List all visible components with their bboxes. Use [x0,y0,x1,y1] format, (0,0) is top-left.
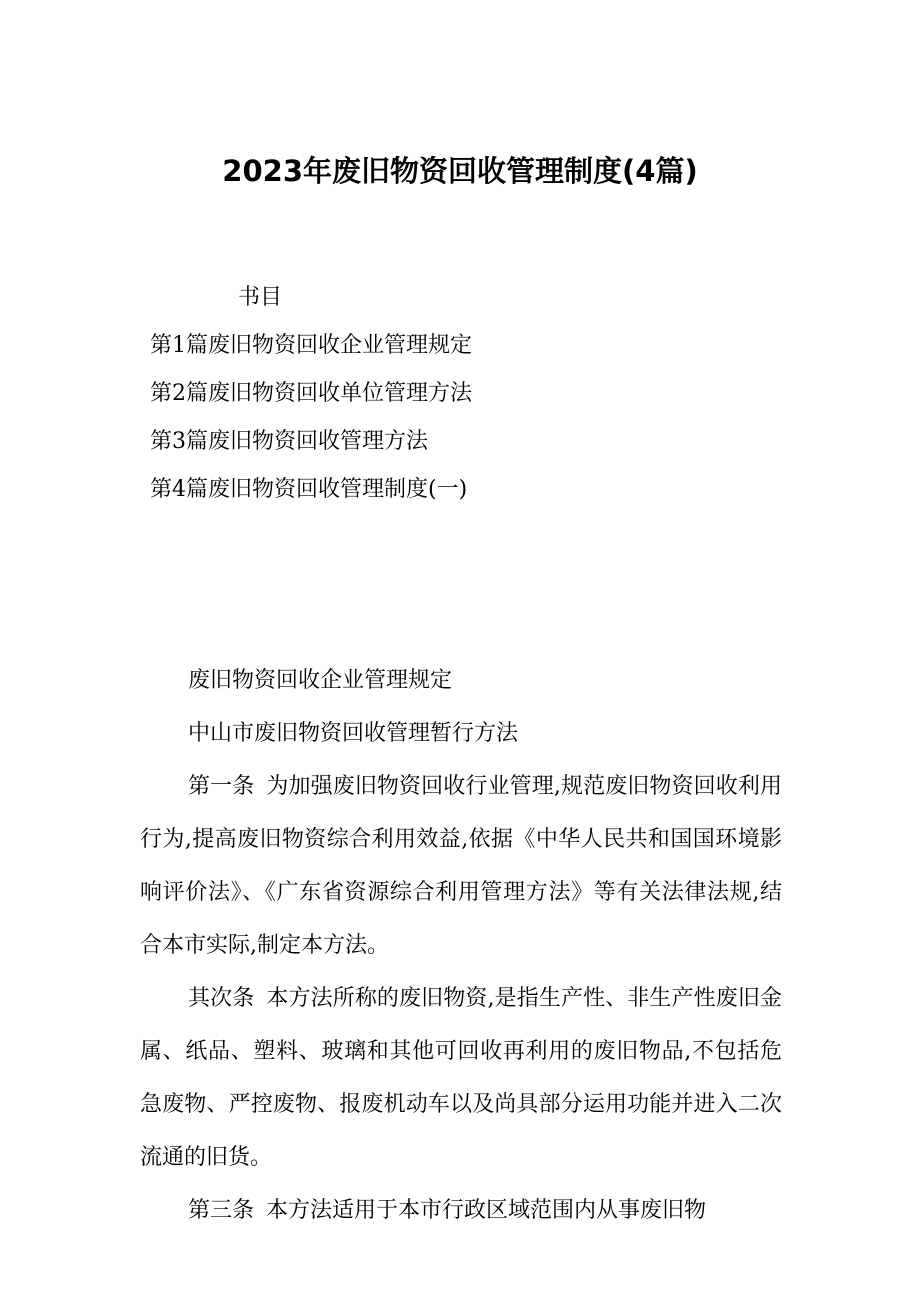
article-2-label: 其次条 [188,986,255,1011]
article-1-label: 第一条 [188,774,255,799]
article-2 [140,972,782,1184]
section-subtitle: 中山市废旧物资回收管理暂行方法 [188,721,519,746]
document-body [140,654,782,1237]
article-1-text: 为加强废旧物资回收行业管理,规范废旧物资回收利用行为,提高废旧物资综合利用效益,依据《中华人民共和国国环境影响评价法》、《广东省资源综合利用管理方法》等有关法律法规,结合本市实际,制定本方法。 [140,774,782,958]
toc-item-3: 第3篇废旧物资回收管理方法 [150,429,428,454]
article-3 [140,1184,782,1237]
article-3-text: 本方法适用于本市行政区域范围内从事废旧物 [266,1198,707,1223]
toc-heading: 书目 [238,285,283,310]
article-1 [140,760,782,972]
article-2-text: 本方法所称的废旧物资,是指生产性、非生产性废旧金属、纸品、塑料、玻璃和其他可回收再利用的废旧物品,不包括危急废物、严控废物、报废机动车以及尚具部分运用功能并进入二次流通的旧货。 [140,986,782,1170]
table-of-contents [150,274,790,514]
toc-item-1: 第1篇废旧物资回收企业管理规定 [150,333,472,358]
toc-item-2: 第2篇废旧物资回收单位管理方法 [150,381,472,406]
article-3-label: 第三条 [188,1198,255,1223]
document-title: 2023年废旧物资回收管理制度(4篇) [222,154,698,188]
section-title: 废旧物资回收企业管理规定 [188,668,453,693]
toc-item-4: 第4篇废旧物资回收管理制度(一) [150,477,468,502]
